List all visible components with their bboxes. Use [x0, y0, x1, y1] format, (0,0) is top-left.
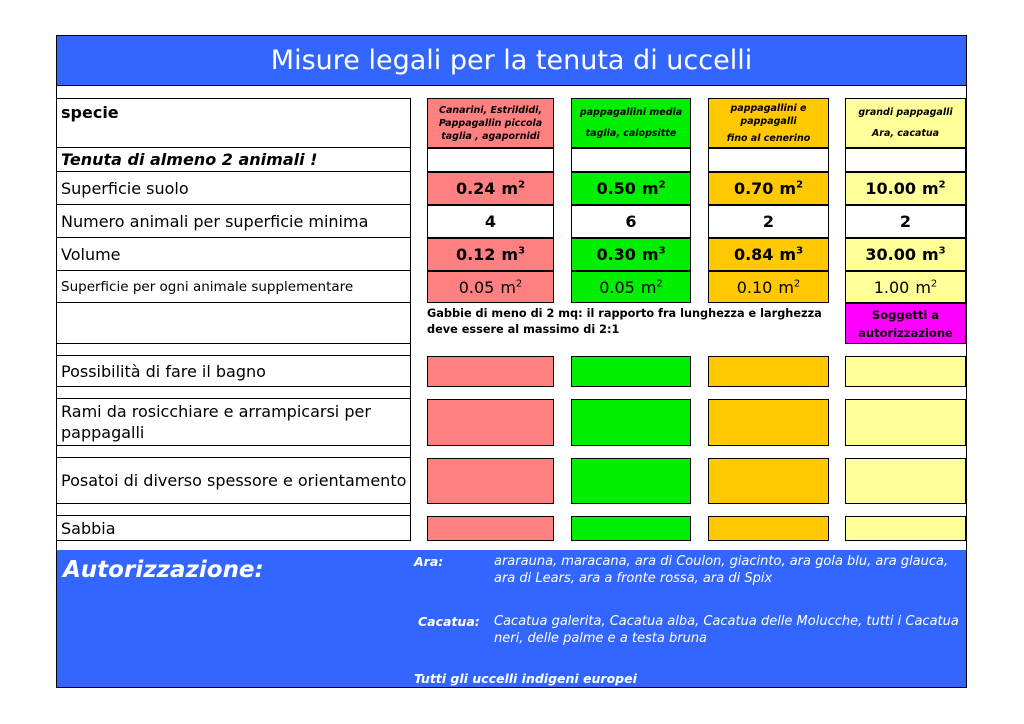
ara-text: ararauna, maracana, ara di Coulon, giacinto, ara gola blu, ara glauca, ara di Lears, ara a fronte rossa, ara di Spix — [494, 554, 949, 586]
page-title: Misure legali per la tenuta di uccelli — [57, 36, 966, 86]
unit-area-exp: 2 — [658, 179, 666, 191]
cacatua-label: Cacatua: — [418, 614, 480, 629]
species-header-line: Ara, cacatua — [871, 128, 940, 139]
volume-value: 0.84 — [733, 245, 774, 264]
unit-area: m — [501, 179, 519, 198]
supplementare-cell — [427, 271, 554, 303]
species-header-1 — [427, 98, 554, 148]
volume-cell — [845, 238, 966, 271]
superficie-cell — [427, 172, 554, 205]
tenuta-cell — [427, 148, 554, 172]
species-header-line: grandi pappagalli — [858, 107, 953, 118]
rami-cell — [427, 399, 554, 446]
unit-area-exp: 2 — [938, 179, 946, 191]
supplementare-value: 1.00 — [873, 277, 910, 297]
row-label-rami: Rami da rosicchiare e arrampicarsi per pappagalli — [57, 399, 411, 446]
row-spacer — [57, 344, 411, 356]
unit-area-exp: 2 — [518, 179, 526, 191]
row-label-specie: specie — [57, 98, 411, 148]
species-header-line: fino al cenerino — [726, 132, 811, 144]
unit-vol: m — [641, 245, 659, 264]
bagno-cell — [571, 356, 691, 387]
posatoi-cell — [845, 458, 966, 504]
cacatua-text: Cacatua galerita, Cacatua alba, Cacatua delle Molucche, tutti i Cacatua neri, delle palme e a testa bruna — [494, 614, 959, 646]
unit-area-exp: 2 — [793, 278, 801, 290]
row-label-empty — [57, 303, 411, 344]
row-label-sabbia: Sabbia — [57, 516, 411, 541]
sabbia-cell — [708, 516, 829, 541]
supplementare-value: 0.10 — [736, 277, 773, 297]
autorizzazione-title: Autorizzazione: — [63, 557, 264, 583]
numero-cell: 2 — [708, 205, 829, 238]
unit-area-exp: 2 — [656, 278, 663, 290]
volume-cell — [571, 238, 691, 271]
volume-cell — [708, 238, 829, 271]
numero-cell: 6 — [571, 205, 691, 238]
row-label-superficie: Superficie suolo — [57, 172, 411, 205]
row-label-bagno: Possibilità di fare il bagno — [57, 356, 411, 387]
unit-vol: m — [921, 245, 939, 264]
row-spacer — [57, 446, 411, 458]
superficie-value: 10.00 — [865, 179, 916, 198]
volume-value: 30.00 — [865, 245, 916, 264]
supplementare-cell — [845, 271, 966, 303]
numero-cell: 2 — [845, 205, 966, 238]
unit-area: m — [500, 277, 516, 297]
species-header-4 — [845, 98, 966, 148]
tenuta-cell — [571, 148, 691, 172]
unit-vol-exp: 3 — [658, 245, 666, 257]
posatoi-cell — [708, 458, 829, 504]
soggetti-line: autorizzazione — [858, 325, 953, 340]
supplementare-cell — [571, 271, 691, 303]
row-label-volume: Volume — [57, 238, 411, 271]
unit-area: m — [640, 277, 657, 297]
unit-area: m — [779, 179, 797, 198]
row-label-posatoi: Posatoi di diverso spessore e orientamento — [57, 458, 411, 504]
bagno-cell — [427, 356, 554, 387]
volume-cell — [427, 238, 554, 271]
species-header-line: Pappagallin piccola — [438, 117, 543, 129]
species-header-line: taglia , agapornidi — [441, 130, 540, 142]
supplementare-value: 0.05 — [458, 277, 495, 297]
unit-vol-exp: 3 — [518, 245, 526, 257]
superficie-cell — [571, 172, 691, 205]
unit-vol-exp: 3 — [938, 245, 946, 257]
soggetti-line: Soggetti a — [871, 307, 940, 322]
superficie-value: 0.50 — [596, 179, 636, 198]
unit-area: m — [641, 179, 659, 198]
species-header-line: taglia, calopsitte — [585, 128, 677, 139]
row-label-numero: Numero animali per superficie minima — [57, 205, 411, 238]
unit-area-exp: 2 — [515, 278, 523, 290]
unit-area: m — [921, 179, 939, 198]
numero-cell: 4 — [427, 205, 554, 238]
unit-vol: m — [779, 245, 797, 264]
sabbia-cell — [571, 516, 691, 541]
species-header-line: pappagallini e — [730, 102, 807, 114]
species-header-2 — [571, 98, 691, 148]
species-header-line: pappagallini media — [579, 107, 683, 118]
bagno-cell — [708, 356, 829, 387]
autorizzazione-footer: Tutti gli uccelli indigeni europei — [414, 671, 637, 686]
superficie-cell — [708, 172, 829, 205]
rami-cell — [845, 399, 966, 446]
unit-area-exp: 2 — [930, 278, 938, 290]
ara-label: Ara: — [414, 554, 444, 569]
unit-vol: m — [501, 245, 519, 264]
row-spacer — [57, 387, 411, 399]
rami-cell — [571, 399, 691, 446]
unit-area-exp: 2 — [796, 179, 804, 191]
sabbia-cell — [427, 516, 554, 541]
species-header-line: Canarini, Estrildidi, — [438, 104, 543, 116]
volume-value: 0.12 — [455, 245, 496, 264]
unit-area: m — [915, 277, 931, 297]
row-label-tenuta: Tenuta di almeno 2 animali ! — [57, 148, 411, 172]
unit-vol-exp: 3 — [796, 245, 804, 257]
tenuta-cell — [845, 148, 966, 172]
superficie-value: 0.24 — [455, 179, 496, 198]
sabbia-cell — [845, 516, 966, 541]
species-header-line: pappagalli — [740, 115, 797, 127]
superficie-cell — [845, 172, 966, 205]
posatoi-cell — [571, 458, 691, 504]
superficie-value: 0.70 — [733, 179, 774, 198]
row-spacer — [57, 504, 411, 516]
volume-value: 0.30 — [596, 245, 636, 264]
unit-area: m — [778, 277, 794, 297]
species-header-3 — [708, 98, 829, 148]
supplementare-cell — [708, 271, 829, 303]
supplementare-value: 0.05 — [599, 277, 635, 297]
gabbie-note: Gabbie di meno di 2 mq: il rapporto fra lunghezza e larghezza deve essere al massimo di 2:1 — [427, 307, 822, 336]
soggetti-badge — [845, 303, 966, 344]
bagno-cell — [845, 356, 966, 387]
tenuta-cell — [708, 148, 829, 172]
row-label-supplementare: Superficie per ogni animale supplementare — [57, 271, 411, 303]
rami-cell — [708, 399, 829, 446]
posatoi-cell — [427, 458, 554, 504]
